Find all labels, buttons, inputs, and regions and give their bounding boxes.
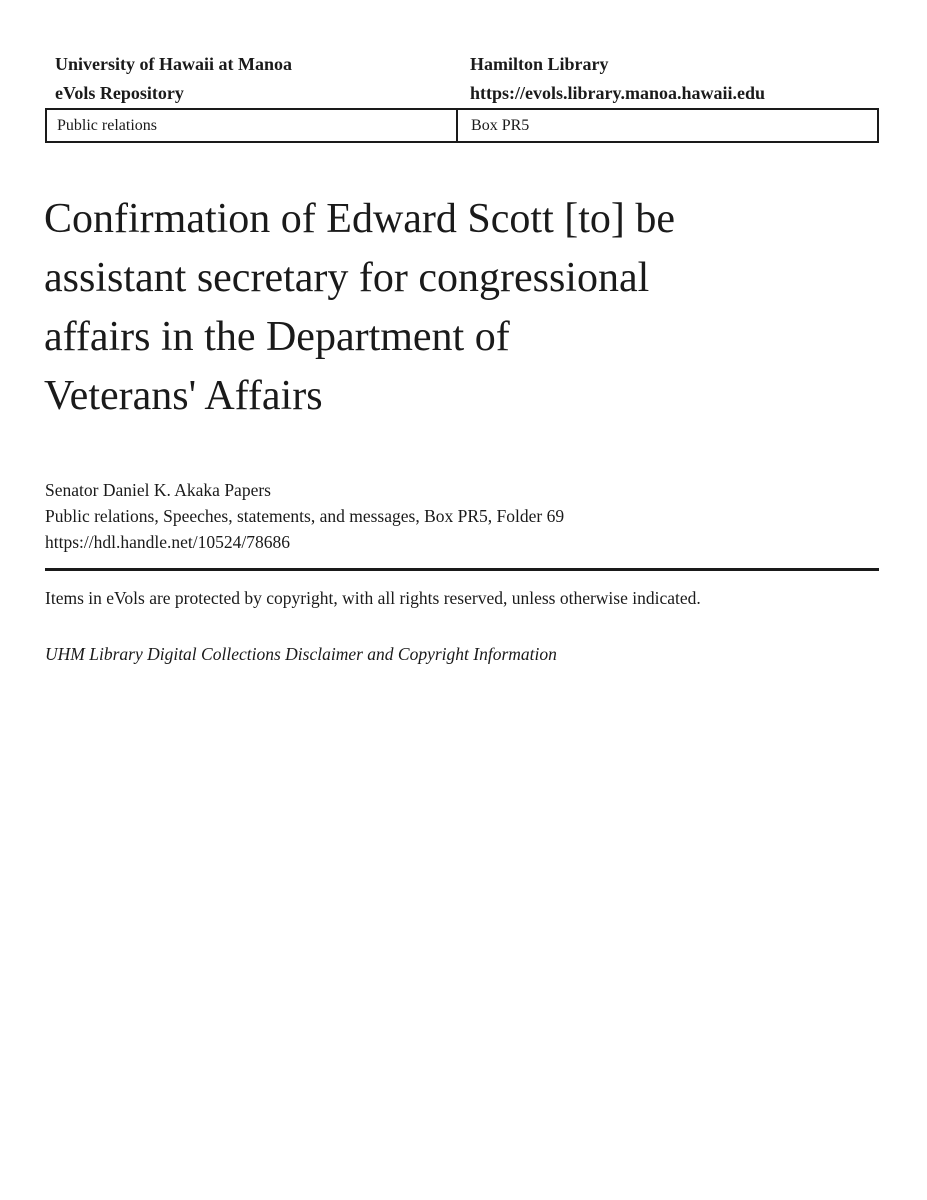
- handle-url-link[interactable]: https://hdl.handle.net/10524/78686: [45, 532, 290, 552]
- series-cell: [47, 110, 458, 141]
- footer-divider-rule: [45, 568, 879, 571]
- series-label: Public relations: [57, 117, 157, 134]
- repository-name: eVols Repository: [55, 83, 184, 103]
- header-table: [45, 50, 879, 143]
- rights-statement: Items in eVols are protected by copyright, with all rights reserved, unless otherwise indicated.: [45, 588, 701, 608]
- title-line-2: assistant secretary for congressional: [44, 255, 650, 301]
- header-row-series: [45, 110, 879, 143]
- disclaimer-link[interactable]: UHM Library Digital Collections Disclaimer and Copyright Information: [45, 644, 557, 664]
- box-cell: [458, 110, 877, 141]
- library-name: Hamilton Library: [470, 54, 609, 74]
- header-row-institution: [45, 50, 879, 110]
- title-line-3: affairs in the Department of: [44, 314, 510, 360]
- document-title: [44, 190, 844, 426]
- repository-url-link[interactable]: https://evols.library.manoa.hawaii.edu: [470, 83, 766, 103]
- item-location: Public relations, Speeches, statements, and messages, Box PR5, Folder 69: [45, 506, 565, 526]
- title-line-4: Veterans' Affairs: [44, 373, 323, 419]
- header-cell-institution: [45, 50, 457, 108]
- title-line-1: Confirmation of Edward Scott [to] be: [44, 196, 676, 242]
- institution-name: University of Hawaii at Manoa: [55, 54, 292, 74]
- header-cell-library: [457, 50, 879, 108]
- collection-name: Senator Daniel K. Akaka Papers: [45, 480, 271, 500]
- box-label: Box PR5: [471, 117, 530, 134]
- metadata-block: [45, 477, 845, 555]
